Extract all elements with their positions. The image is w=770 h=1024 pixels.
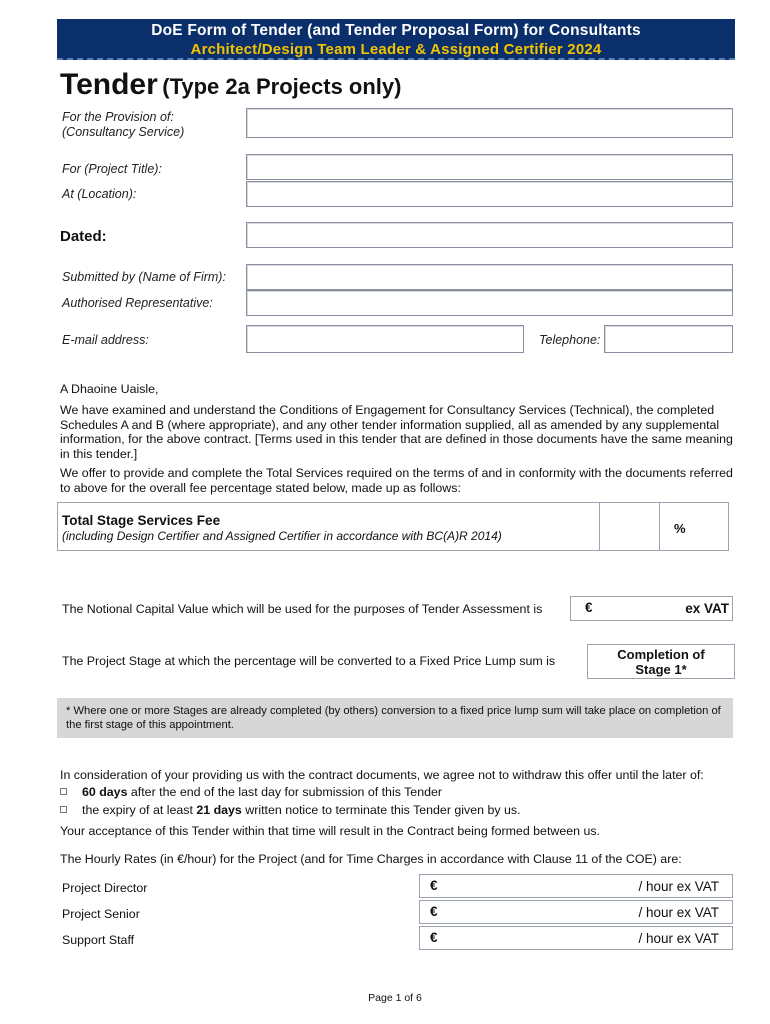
project-title-input[interactable] xyxy=(246,154,733,180)
bullet-60-days: 60 days after the end of the last day for submission of this Tender xyxy=(60,785,442,799)
dated-label: Dated: xyxy=(60,228,107,245)
euro-symbol: € xyxy=(430,878,438,893)
page-title xyxy=(60,68,401,102)
checkbox-icon xyxy=(60,806,67,813)
header-band xyxy=(57,19,735,60)
hourly-rates-intro: The Hourly Rates (in €/hour) for the Project (and for Time Charges in accordance with Clause 11 of the COE) are: xyxy=(60,852,682,866)
title-sub: (Type 2a Projects only) xyxy=(162,74,402,99)
fee-description-cell xyxy=(58,503,600,550)
paragraph-conditions: We have examined and understand the Conditions of Engagement for Consultancy Services (Technical), the completed Schedules A and B (where appropriate), and any other tender information supplied, all as amended by any supplemental information, for the above contract. [Terms used in this tender that are defined in those documents have the same meaning in this tender.] xyxy=(60,403,733,461)
email-label: E-mail address: xyxy=(62,333,149,347)
rate-input-director[interactable] xyxy=(419,874,733,898)
fee-title: Total Stage Services Fee xyxy=(62,513,221,528)
project-stage-value: Completion of Stage 1* xyxy=(587,644,735,679)
fee-table xyxy=(57,502,729,551)
provision-label: For the Provision of: (Consultancy Service) xyxy=(62,110,185,139)
provision-input[interactable] xyxy=(246,108,733,138)
project-title-label: For (Project Title): xyxy=(62,162,162,176)
euro-symbol: € xyxy=(585,600,593,615)
firm-label: Submitted by (Name of Firm): xyxy=(62,270,226,284)
paragraph-offer: We offer to provide and complete the Total Services required on the terms of and in conformity with the documents referred to above for the overall fee percentage stated below, made up as follows: xyxy=(60,466,733,495)
ex-vat-label: ex VAT xyxy=(685,601,729,616)
page-number: Page 1 of 6 xyxy=(368,992,422,1004)
acceptance-text: Your acceptance of this Tender within that time will result in the Contract being formed between us. xyxy=(60,824,600,838)
project-stage-label: The Project Stage at which the percentage will be converted to a Fixed Price Lump sum is xyxy=(62,654,556,668)
firm-input[interactable] xyxy=(246,264,733,290)
percent-sign: % xyxy=(674,521,686,536)
representative-input[interactable] xyxy=(246,290,733,316)
location-label: At (Location): xyxy=(62,187,137,201)
rate-unit: / hour ex VAT xyxy=(638,931,719,946)
title-main: Tender xyxy=(60,68,158,101)
euro-symbol: € xyxy=(430,904,438,919)
form-subtitle: Architect/Design Team Leader & Assigned Certifier 2024 xyxy=(190,41,602,58)
rate-input-senior[interactable] xyxy=(419,900,733,924)
telephone-label: Telephone: xyxy=(539,333,601,347)
stage-note: * Where one or more Stages are already completed (by others) conversion to a fixed price lump sum will take place on completion of the first stage of this appointment. xyxy=(57,698,733,738)
rate-input-support[interactable] xyxy=(419,926,733,950)
location-input[interactable] xyxy=(246,181,733,207)
salutation: A Dhaoine Uaisle, xyxy=(60,382,159,396)
checkbox-icon xyxy=(60,788,67,795)
form-title: DoE Form of Tender (and Tender Proposal Form) for Consultants xyxy=(151,22,641,39)
rate-label-senior: Project Senior xyxy=(62,907,140,921)
fee-subtitle: (including Design Certifier and Assigned Certifier in accordance with BC(A)R 2014) xyxy=(62,529,502,543)
rate-label-director: Project Director xyxy=(62,881,148,895)
bullet-21-days: the expiry of at least 21 days written notice to terminate this Tender given by us. xyxy=(60,803,521,817)
notional-value-label: The Notional Capital Value which will be used for the purposes of Tender Assessment is xyxy=(62,602,543,616)
rate-label-support: Support Staff xyxy=(62,933,135,947)
rate-unit: / hour ex VAT xyxy=(638,905,719,920)
fee-percentage-input[interactable] xyxy=(600,503,660,550)
euro-symbol: € xyxy=(430,930,438,945)
dated-input[interactable] xyxy=(246,222,733,248)
email-input[interactable] xyxy=(246,325,524,353)
notional-value-input[interactable] xyxy=(570,596,733,621)
rate-unit: / hour ex VAT xyxy=(638,879,719,894)
telephone-input[interactable] xyxy=(604,325,733,353)
representative-label: Authorised Representative: xyxy=(62,296,213,310)
withdrawal-intro: In consideration of your providing us with the contract documents, we agree not to withdraw this offer until the later of: xyxy=(60,768,704,782)
